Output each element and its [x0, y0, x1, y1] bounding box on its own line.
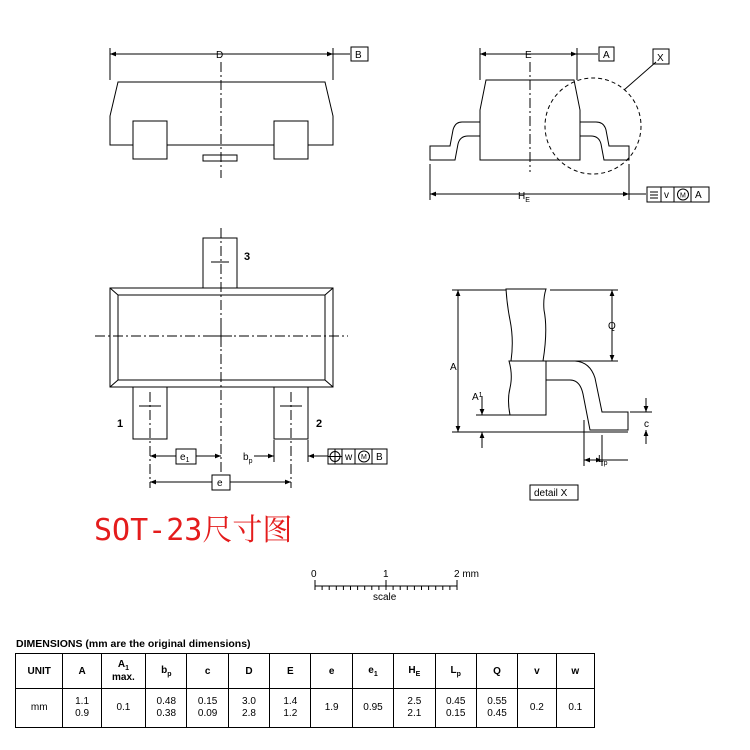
pin-1-label: 1	[117, 418, 124, 430]
dim-d-label: D	[216, 50, 224, 61]
dim-value-8: 0.95	[352, 689, 393, 728]
dim-a1-label: $A^1$	[472, 392, 483, 403]
dimensions-table	[15, 653, 595, 728]
tol-ref-b-label: B	[376, 452, 383, 463]
dimensions-header-row	[16, 654, 595, 689]
detail-x-caption: detail X	[534, 488, 568, 499]
dim-lp-label: $L_p$	[598, 454, 608, 467]
dimensions-value-row	[16, 689, 595, 728]
dim-header-6: E	[270, 654, 311, 689]
dim-e-pitch-label: e	[217, 478, 223, 489]
dim-value-12: 0.2	[518, 689, 556, 728]
dim-header-10: $L_p$	[435, 654, 476, 689]
pin-3-label: 3	[244, 251, 251, 263]
scale-label: scale	[373, 592, 397, 603]
ref-a-label: A	[603, 50, 610, 61]
scale-tick-0: 0	[311, 569, 317, 580]
scale-tick-2: 2 mm	[454, 569, 479, 580]
dim-value-3: 0.48 0.38	[146, 689, 187, 728]
ref-b-label: B	[355, 50, 362, 61]
dim-value-10: 0.45 0.15	[435, 689, 476, 728]
dim-q-label: Q	[608, 321, 616, 332]
dim-value-4: 0.15 0.09	[187, 689, 228, 728]
dim-header-8: $e_1$	[352, 654, 393, 689]
detail-x-marker: X	[657, 53, 664, 64]
dim-value-9: 2.5 2.1	[394, 689, 435, 728]
tol-m-label-side: M	[680, 192, 686, 200]
dim-header-12: v	[518, 654, 556, 689]
dim-header-4: c	[187, 654, 228, 689]
dim-value-7: 1.9	[311, 689, 352, 728]
front-view	[110, 47, 368, 178]
dim-bp-label: $b_p$	[243, 452, 253, 465]
dim-value-1: 1.1 0.9	[63, 689, 101, 728]
dim-he-label: $H_E$	[518, 191, 530, 204]
dim-header-11: Q	[476, 654, 517, 689]
top-view	[95, 228, 387, 490]
dim-header-0: UNIT	[16, 654, 63, 689]
drawing-title: SOT-23尺寸图	[94, 513, 293, 548]
dim-value-2: 0.1	[101, 689, 145, 728]
tol-m-label-top: M	[361, 454, 367, 461]
dim-value-0: mm	[16, 689, 63, 728]
dim-header-1: A	[63, 654, 101, 689]
dim-a-label: A	[450, 362, 457, 373]
dim-c-label: c	[644, 419, 649, 430]
dimensions-heading: DIMENSIONS (mm are the original dimensions)	[16, 638, 251, 650]
dim-header-2: $A_1$ max.	[101, 654, 145, 689]
dim-value-13: 0.1	[556, 689, 594, 728]
dim-e1-label: $e_1$	[180, 452, 190, 464]
dim-value-5: 3.0 2.8	[228, 689, 269, 728]
tol-w-label: w	[345, 452, 353, 463]
dim-header-9: $H_E$	[394, 654, 435, 689]
dim-e-label: E	[525, 50, 532, 61]
dim-header-13: w	[556, 654, 594, 689]
dim-header-5: D	[228, 654, 269, 689]
tol-v-label: v	[664, 190, 669, 201]
dim-value-6: 1.4 1.2	[270, 689, 311, 728]
pin-2-label: 2	[316, 418, 323, 430]
dim-header-7: e	[311, 654, 352, 689]
side-view	[430, 47, 709, 202]
scale-tick-1: 1	[383, 569, 389, 580]
scale-bar	[315, 580, 457, 590]
tol-ref-a-label: A	[695, 190, 702, 201]
dim-value-11: 0.55 0.45	[476, 689, 517, 728]
dim-header-3: $b_p$	[146, 654, 187, 689]
